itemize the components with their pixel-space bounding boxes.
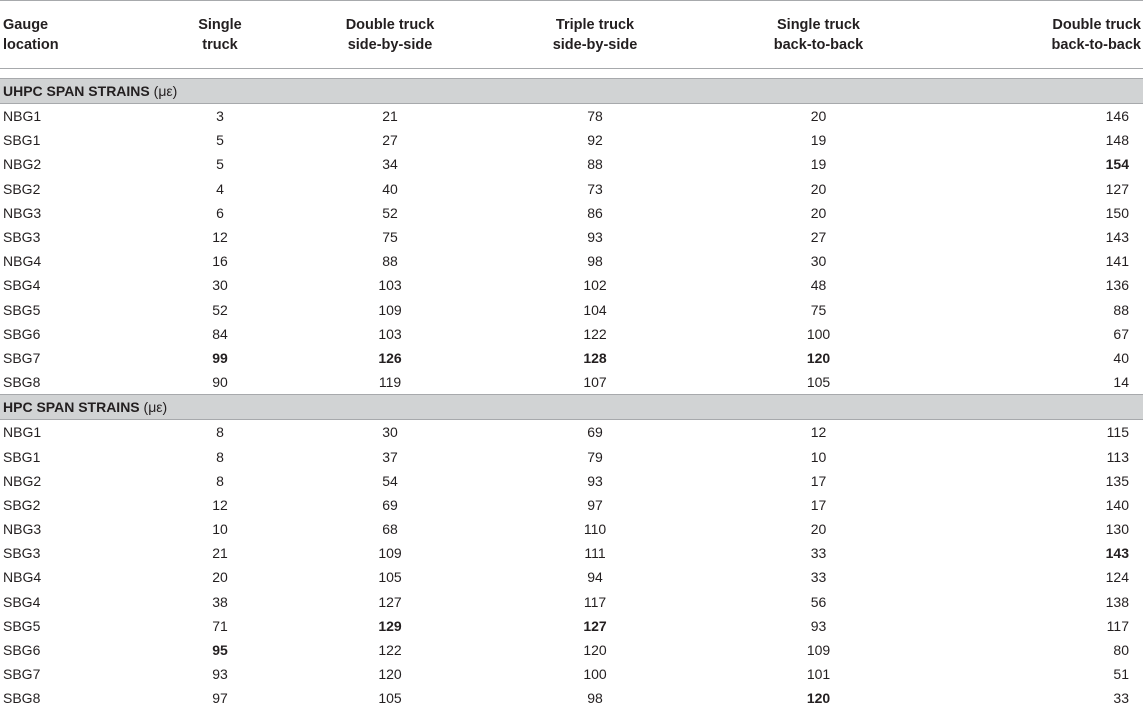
section-title bbox=[0, 79, 1143, 104]
strain-value: 69 bbox=[382, 496, 398, 513]
spacer-cell bbox=[0, 69, 1143, 79]
strain-value: 130 bbox=[1105, 521, 1129, 538]
strain-value: 103 bbox=[378, 325, 402, 342]
strain-value: 84 bbox=[212, 325, 228, 342]
strain-value: 100 bbox=[583, 666, 607, 683]
header-single-truck-back-to-back bbox=[690, 1, 912, 69]
section-title-text: UHPC SPAN STRAINS bbox=[3, 83, 150, 99]
strain-value: 88 bbox=[587, 156, 603, 173]
strain-value: 122 bbox=[378, 642, 402, 659]
strain-value: 19 bbox=[810, 132, 827, 149]
strain-value: 52 bbox=[382, 204, 398, 221]
gauge-label: SBG3 bbox=[3, 229, 41, 246]
strain-value: 143 bbox=[1105, 229, 1129, 246]
gauge-label: SBG4 bbox=[3, 593, 41, 610]
strain-value: 148 bbox=[1105, 132, 1129, 149]
strain-value: 75 bbox=[810, 301, 827, 318]
strain-value: 14 bbox=[1113, 374, 1129, 391]
strain-value: 34 bbox=[382, 156, 398, 173]
strain-value: 21 bbox=[212, 545, 228, 562]
header-line: truck bbox=[202, 36, 238, 53]
strain-value: 95 bbox=[212, 642, 228, 659]
strain-value: 146 bbox=[1105, 108, 1129, 125]
table-row bbox=[0, 565, 1143, 589]
strain-value: 56 bbox=[810, 593, 827, 610]
strain-value: 93 bbox=[587, 229, 603, 246]
strain-value: 27 bbox=[810, 229, 827, 246]
table-row bbox=[0, 370, 1143, 395]
strain-value: 100 bbox=[806, 325, 831, 342]
strain-value: 30 bbox=[212, 277, 228, 294]
strain-value: 30 bbox=[382, 424, 398, 441]
strain-value: 12 bbox=[212, 229, 228, 246]
table-row bbox=[0, 273, 1143, 297]
strain-value: 68 bbox=[382, 521, 398, 538]
strain-value: 51 bbox=[1113, 666, 1129, 683]
section-title bbox=[0, 395, 1143, 420]
strain-value: 113 bbox=[1106, 448, 1129, 465]
strain-value: 8 bbox=[216, 472, 224, 489]
strain-value: 110 bbox=[583, 521, 607, 538]
strain-value: 88 bbox=[382, 253, 398, 270]
gauge-label: NBG2 bbox=[3, 472, 42, 489]
strain-value: 120 bbox=[806, 690, 831, 707]
gauge-label: NBG1 bbox=[3, 424, 42, 441]
strain-value: 120 bbox=[378, 666, 402, 683]
strain-value: 21 bbox=[382, 108, 398, 125]
strain-value: 111 bbox=[584, 545, 606, 562]
strain-value: 99 bbox=[212, 349, 228, 366]
gauge-label: SBG8 bbox=[3, 690, 41, 707]
header-line: back-to-back bbox=[1051, 36, 1141, 53]
strain-value: 120 bbox=[583, 642, 607, 659]
strain-value: 122 bbox=[583, 325, 607, 342]
strain-value: 105 bbox=[378, 569, 402, 586]
header-line: side-by-side bbox=[347, 36, 433, 53]
table-row bbox=[0, 590, 1143, 614]
strain-value: 92 bbox=[587, 132, 603, 149]
header-row bbox=[0, 1, 1143, 69]
gauge-label: NBG3 bbox=[3, 521, 42, 538]
table-row bbox=[0, 686, 1143, 710]
strain-value: 78 bbox=[587, 108, 603, 125]
strain-value: 93 bbox=[810, 617, 827, 634]
header-triple-truck-side-by-side bbox=[480, 1, 690, 69]
strain-value: 52 bbox=[212, 301, 228, 318]
strain-value: 124 bbox=[1105, 569, 1129, 586]
strain-value: 109 bbox=[806, 642, 831, 659]
strain-value: 75 bbox=[382, 229, 398, 246]
strain-value: 33 bbox=[1113, 690, 1129, 707]
strain-value: 101 bbox=[806, 666, 831, 683]
table-row bbox=[0, 541, 1143, 565]
strain-value: 143 bbox=[1105, 545, 1129, 562]
strain-value: 88 bbox=[1113, 301, 1129, 318]
gauge-label: SBG5 bbox=[3, 617, 41, 634]
gauge-label: NBG1 bbox=[3, 108, 42, 125]
strain-value: 103 bbox=[378, 277, 402, 294]
strain-value: 97 bbox=[587, 496, 603, 513]
gauge-label: SBG1 bbox=[3, 132, 41, 149]
strain-value: 129 bbox=[378, 617, 402, 634]
strain-value: 97 bbox=[212, 690, 228, 707]
section-unit: (με) bbox=[153, 83, 178, 99]
header-line: side-by-side bbox=[552, 36, 638, 53]
strain-value: 109 bbox=[378, 301, 402, 318]
strain-value: 33 bbox=[810, 545, 827, 562]
strain-value: 30 bbox=[810, 253, 827, 270]
table-row bbox=[0, 493, 1143, 517]
strain-value: 109 bbox=[378, 545, 402, 562]
spacer-row bbox=[0, 69, 1143, 79]
strain-value: 17 bbox=[810, 496, 827, 513]
gauge-label: SBG7 bbox=[3, 349, 41, 366]
strain-value: 115 bbox=[1106, 424, 1129, 441]
strain-value: 27 bbox=[382, 132, 398, 149]
strain-value: 93 bbox=[212, 666, 228, 683]
section-header-row bbox=[0, 395, 1143, 420]
strain-value: 20 bbox=[810, 204, 827, 221]
table-row bbox=[0, 517, 1143, 541]
strain-value: 71 bbox=[212, 617, 228, 634]
strain-value: 127 bbox=[583, 617, 607, 634]
strain-value: 105 bbox=[378, 690, 402, 707]
header-single-truck bbox=[115, 1, 270, 69]
gauge-label: SBG7 bbox=[3, 666, 41, 683]
table-row bbox=[0, 128, 1143, 152]
table-row bbox=[0, 614, 1143, 638]
header-line: Single bbox=[198, 16, 242, 33]
table-row bbox=[0, 177, 1143, 201]
table-row bbox=[0, 225, 1143, 249]
strain-value: 48 bbox=[810, 277, 827, 294]
table-header bbox=[0, 1, 1143, 69]
table-row bbox=[0, 444, 1143, 468]
strain-value: 33 bbox=[810, 569, 827, 586]
strain-value: 12 bbox=[212, 496, 228, 513]
strain-value: 20 bbox=[810, 108, 827, 125]
strain-value: 6 bbox=[216, 204, 224, 221]
strain-value: 107 bbox=[583, 374, 607, 391]
strain-value: 120 bbox=[806, 349, 831, 366]
strain-value: 98 bbox=[587, 253, 603, 270]
strain-value: 8 bbox=[216, 424, 224, 441]
strain-value: 117 bbox=[1106, 617, 1129, 634]
header-line: Single truck bbox=[777, 16, 860, 33]
strain-value: 20 bbox=[212, 569, 228, 586]
strain-value: 3 bbox=[216, 108, 224, 125]
table-row bbox=[0, 152, 1143, 176]
gauge-label: SBG5 bbox=[3, 301, 41, 318]
gauge-label: SBG1 bbox=[3, 448, 41, 465]
strain-value: 127 bbox=[378, 593, 402, 610]
strain-value: 5 bbox=[216, 156, 224, 173]
gauge-label: SBG6 bbox=[3, 642, 41, 659]
header-line: Double truck bbox=[345, 16, 435, 33]
strain-value: 80 bbox=[1113, 642, 1129, 659]
section-title-text: HPC SPAN STRAINS bbox=[3, 399, 140, 416]
strain-value: 94 bbox=[587, 569, 603, 586]
table-row bbox=[0, 469, 1143, 493]
table-row bbox=[0, 104, 1143, 129]
strain-value: 19 bbox=[810, 156, 827, 173]
header-line: Gauge bbox=[3, 16, 49, 33]
header-double-truck-side-by-side bbox=[270, 1, 480, 69]
section-unit: (με) bbox=[143, 399, 168, 416]
gauge-label: NBG4 bbox=[3, 253, 42, 270]
strain-value: 98 bbox=[587, 690, 603, 707]
table-row bbox=[0, 420, 1143, 445]
strain-value: 20 bbox=[810, 180, 827, 197]
gauge-label: SBG4 bbox=[3, 277, 41, 294]
strain-value: 93 bbox=[587, 472, 603, 489]
strain-value: 10 bbox=[810, 448, 827, 465]
table-row bbox=[0, 201, 1143, 225]
table-row bbox=[0, 638, 1143, 662]
header-gauge-location bbox=[0, 1, 115, 69]
strain-value: 16 bbox=[212, 253, 228, 270]
strain-value: 127 bbox=[1105, 180, 1129, 197]
table-row bbox=[0, 346, 1143, 370]
strain-value: 138 bbox=[1105, 593, 1129, 610]
table-row bbox=[0, 322, 1143, 346]
strain-value: 5 bbox=[216, 132, 224, 149]
gauge-label: SBG3 bbox=[3, 545, 41, 562]
strain-value: 128 bbox=[583, 349, 607, 366]
strain-value: 104 bbox=[583, 301, 607, 318]
header-line: Double truck bbox=[1052, 16, 1141, 33]
strain-value: 37 bbox=[382, 448, 398, 465]
strain-value: 10 bbox=[212, 521, 228, 538]
gauge-label: SBG2 bbox=[3, 180, 41, 197]
strain-value: 79 bbox=[587, 448, 603, 465]
gauge-label: NBG2 bbox=[3, 156, 42, 173]
strain-value: 38 bbox=[212, 593, 228, 610]
table-row bbox=[0, 249, 1143, 273]
strain-value: 4 bbox=[216, 180, 224, 197]
strain-value: 86 bbox=[587, 204, 603, 221]
strain-value: 117 bbox=[583, 593, 607, 610]
strain-value: 136 bbox=[1105, 277, 1129, 294]
strain-value: 17 bbox=[810, 472, 827, 489]
strain-value: 67 bbox=[1113, 325, 1129, 342]
gauge-label: NBG3 bbox=[3, 204, 42, 221]
strain-value: 102 bbox=[583, 277, 607, 294]
strain-value: 20 bbox=[810, 521, 827, 538]
strain-value: 105 bbox=[806, 374, 831, 391]
header-line: Triple truck bbox=[555, 16, 635, 33]
strain-value: 12 bbox=[810, 424, 827, 441]
strain-value: 40 bbox=[1113, 349, 1129, 366]
gauge-label: NBG4 bbox=[3, 569, 42, 586]
strain-value: 154 bbox=[1105, 156, 1129, 173]
strain-value: 73 bbox=[587, 180, 603, 197]
strain-value: 141 bbox=[1105, 253, 1129, 270]
gauge-label: SBG8 bbox=[3, 374, 41, 391]
table-row bbox=[0, 298, 1143, 322]
header-line: location bbox=[3, 36, 59, 53]
strain-value: 54 bbox=[382, 472, 398, 489]
strain-value: 126 bbox=[378, 349, 402, 366]
table-body bbox=[0, 69, 1143, 711]
header-double-truck-back-to-back bbox=[912, 1, 1143, 69]
table-row bbox=[0, 662, 1143, 686]
strain-value: 140 bbox=[1105, 496, 1129, 513]
strain-value: 119 bbox=[378, 374, 402, 391]
strain-value: 135 bbox=[1105, 472, 1129, 489]
strain-value: 90 bbox=[212, 374, 228, 391]
header-line: back-to-back bbox=[773, 36, 864, 53]
gauge-label: SBG2 bbox=[3, 496, 41, 513]
gauge-label: SBG6 bbox=[3, 325, 41, 342]
strain-value: 69 bbox=[587, 424, 603, 441]
strain-value: 8 bbox=[216, 448, 224, 465]
section-header-row bbox=[0, 79, 1143, 104]
strain-value: 40 bbox=[382, 180, 398, 197]
strain-value: 150 bbox=[1105, 204, 1129, 221]
